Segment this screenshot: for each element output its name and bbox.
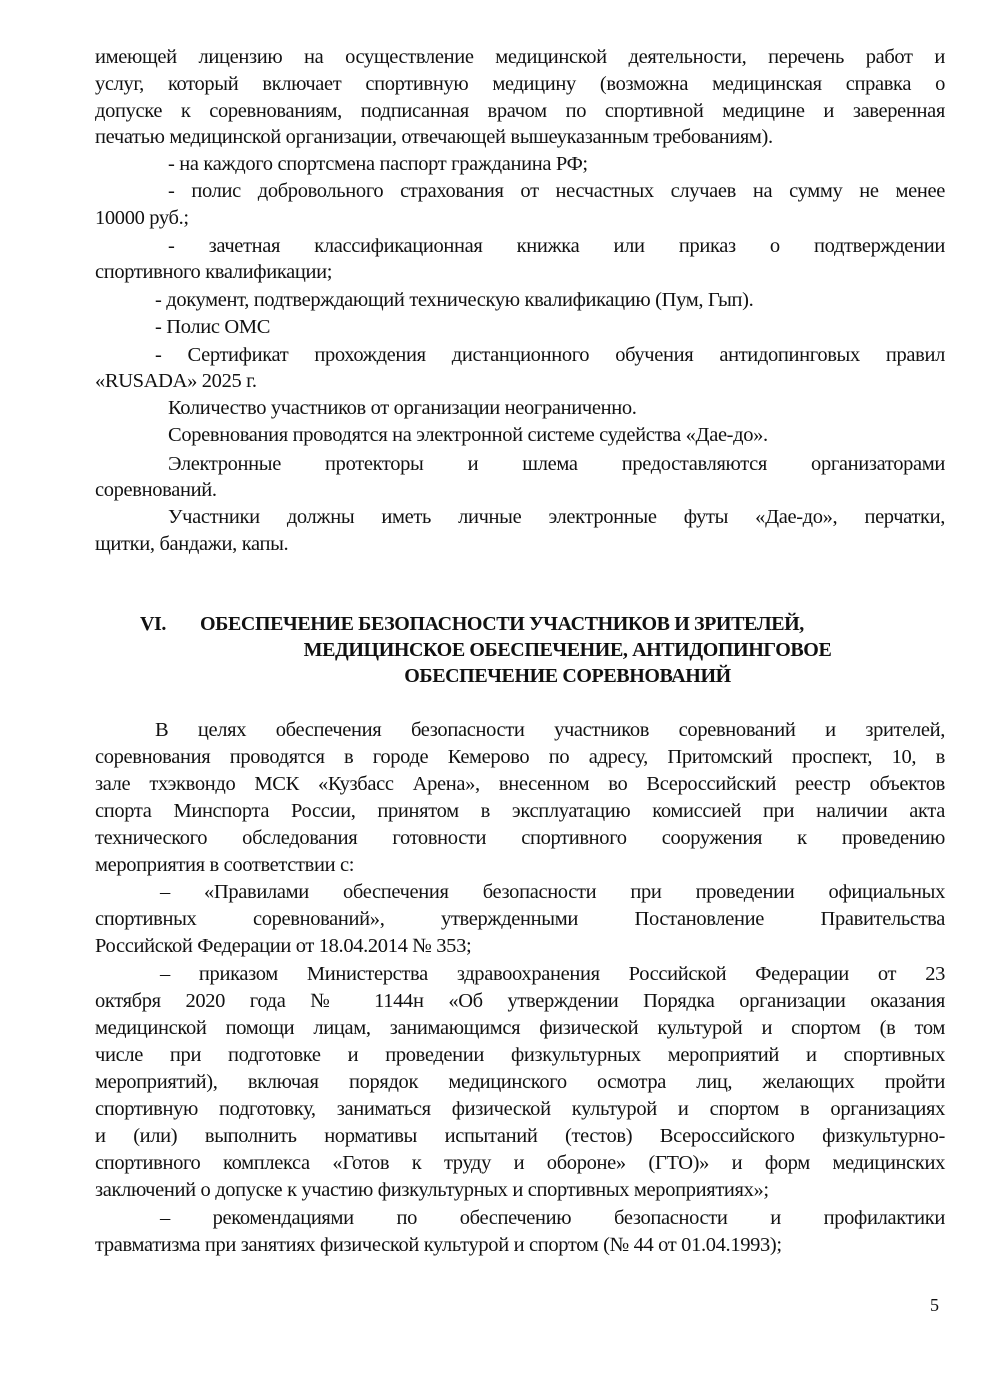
list-item: - полис добровольного страхования от несчастных случаев на сумму не менее [168,180,945,202]
text-line: печатью медицинской организации, отвечающей вышеуказанным требованиям). [95,126,773,148]
text-line: мероприятий), включая порядок медицинского осмотра лиц, желающих пройти [95,1071,945,1093]
text-line: травматизма при занятиях физической культурой и спортом (№ 44 от 01.04.1993); [95,1234,782,1256]
list-item: – приказом Министерства здравоохранения Российской Федерации от 23 [160,963,945,985]
text-line: мероприятия в соответствии с: [95,854,355,876]
text-line: 10000 руб.; [95,207,189,229]
section-number: VI. [140,613,167,635]
page-number: 5 [930,1295,939,1315]
section-heading: МЕДИЦИНСКОЕ ОБЕСПЕЧЕНИЕ, АНТИДОПИНГОВОЕ [303,639,832,661]
text-line: услуг, который включает спортивную медицину (возможна медицинская справка о [95,73,945,95]
text-line: Российской Федерации от 18.04.2014 № 353; [95,935,472,957]
section-heading: ОБЕСПЕЧЕНИЕ БЕЗОПАСНОСТИ УЧАСТНИКОВ И ЗРИТЕЛЕЙ, [200,613,804,635]
text-line: медицинской помощи лицам, занимающимся физической культурой и спортом (в том [95,1017,945,1039]
text-line: щитки, бандажи, капы. [95,533,289,555]
text-line: технического обследования готовности спортивного сооружения к проведению [95,827,945,849]
text-line: спортивных соревнований», утвержденными Постановление Правительства [95,908,945,930]
text-line: Участники должны иметь личные электронные футы «Дае-до», перчатки, [168,506,945,528]
text-line: зале тхэквондо МСК «Кузбасс Арена», внесенном во Всероссийский реестр объектов [95,773,945,795]
list-item: – рекомендациями по обеспечению безопасности и профилактики [160,1207,945,1229]
text-line: соревнований. [95,479,217,501]
text-line: заключений о допуске к участию физкультурных и спортивных мероприятиях»; [95,1179,769,1201]
list-item: - Сертификат прохождения дистанционного обучения антидопинговых правил [155,344,945,366]
text-line: соревнования проводятся в городе Кемерово по адресу, Притомский проспект, 10, в [95,746,945,768]
list-item: - документ, подтверждающий техническую квалификацию (Пум, Гып). [155,289,754,311]
text-line: октября 2020 года № 1144н «Об утверждении Порядка организации оказания [95,990,945,1012]
text-line: и (или) выполнить нормативы испытаний (тестов) Всероссийского физкультурно- [95,1125,945,1147]
text-line: Электронные протекторы и шлема предоставляются организаторами [168,453,945,475]
text-line: Количество участников от организации неограниченно. [168,397,637,419]
text-line: спортивного комплекса «Готов к труду и обороне» (ГТО)» и форм медицинских [95,1152,945,1174]
text-line: имеющей лицензию на осуществление медицинской деятельности, перечень работ и [95,46,945,68]
text-line: числе при подготовке и проведении физкультурных мероприятий и спортивных [95,1044,945,1066]
text-line: спортивную подготовку, заниматься физической культурой и спортом в организациях [95,1098,945,1120]
text-line: «RUSADA» 2025 г. [95,370,257,392]
list-item: – «Правилами обеспечения безопасности при проведении официальных [160,881,945,903]
list-item: - на каждого спортсмена паспорт гражданина РФ; [168,153,588,175]
section-heading: ОБЕСПЕЧЕНИЕ СОРЕВНОВАНИЙ [404,665,731,687]
text-line: спорта Минспорта России, принятом в эксплуатацию комиссией при наличии акта [95,800,945,822]
text-line: допуске к соревнованиям, подписанная врачом по спортивной медицине и заверенная [95,100,945,122]
text-line: В целях обеспечения безопасности участников соревнований и зрителей, [155,719,945,741]
text-line: Соревнования проводятся на электронной системе судейства «Дае-до». [168,424,768,446]
list-item: - Полис ОМС [155,316,271,338]
list-item: - зачетная классификационная книжка или приказ о подтверждении [168,235,945,257]
text-line: спортивного квалификации; [95,261,333,283]
